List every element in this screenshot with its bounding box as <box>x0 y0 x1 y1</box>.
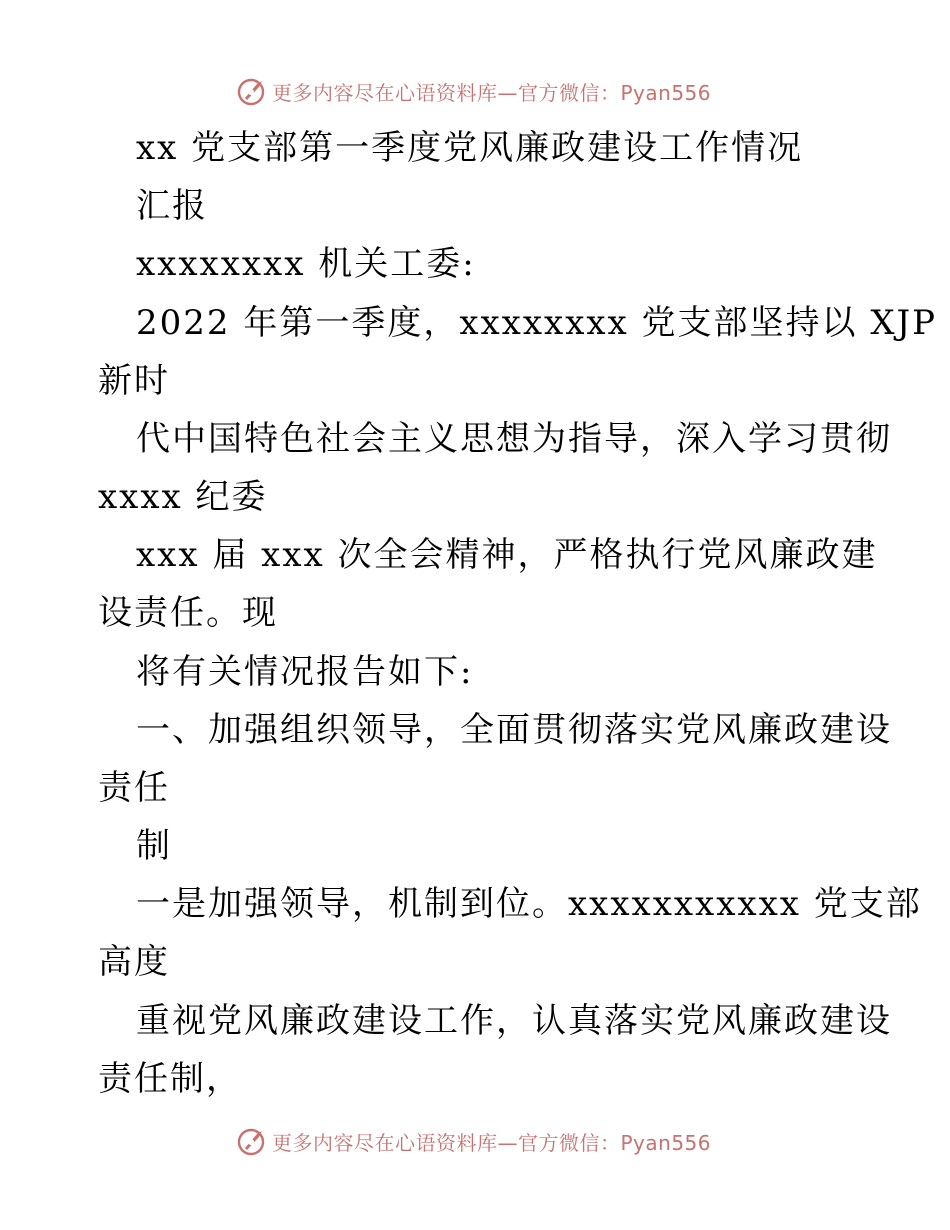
doc-title-line-2: 汇报 <box>136 186 208 226</box>
watermark-banner-top <box>236 74 711 108</box>
doc-paragraph-line: 新时 <box>98 361 170 401</box>
doc-paragraph-line: 重视党风廉政建设工作，认真落实党风廉政建设 <box>136 1001 892 1041</box>
doc-paragraph-line: 一是加强领导，机制到位。xxxxxxxxxxx 党支部 <box>136 884 922 924</box>
doc-paragraph-line: 2022 年第一季度，xxxxxxxx 党支部坚持以 XJP <box>136 303 938 343</box>
doc-section-heading: 责任 <box>98 768 170 808</box>
doc-paragraph-line: 代中国特色社会主义思想为指导，深入学习贯彻 <box>136 419 892 459</box>
doc-paragraph-line: 将有关情况报告如下: <box>136 652 474 692</box>
pen-nib-circle-icon <box>236 1125 268 1157</box>
watermark-text: 更多内容尽在心语资料库—官方微信：Pyan556 <box>272 80 712 105</box>
doc-recipient: xxxxxxxx 机关工委: <box>136 244 476 284</box>
doc-paragraph-line: 高度 <box>98 942 170 982</box>
doc-section-heading: 制 <box>136 826 172 866</box>
doc-paragraph-line: xxx 届 xxx 次全会精神，严格执行党风廉政建 <box>136 535 878 575</box>
pen-nib-circle-icon <box>236 75 268 107</box>
doc-section-heading: 一、加强组织领导，全面贯彻落实党风廉政建设 <box>136 710 892 750</box>
doc-paragraph-line: xxxx 纪委 <box>98 477 268 517</box>
doc-title-line-1: xx 党支部第一季度党风廉政建设工作情况 <box>136 128 804 168</box>
watermark-banner-bottom <box>236 1124 711 1158</box>
watermark-text: 更多内容尽在心语资料库—官方微信：Pyan556 <box>272 1130 712 1155</box>
doc-paragraph-line: 设责任。现 <box>98 593 278 633</box>
doc-paragraph-line: 责任制， <box>98 1059 242 1099</box>
